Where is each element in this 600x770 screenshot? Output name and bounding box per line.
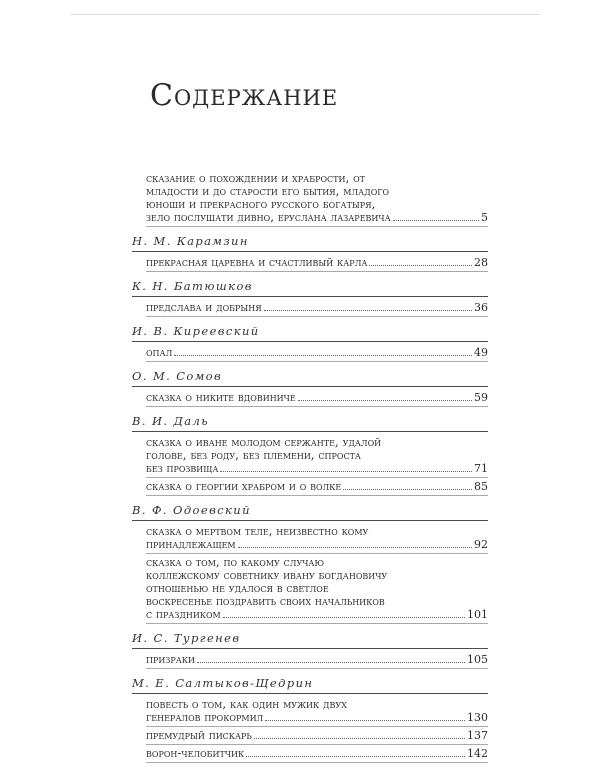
page-number: 130 — [467, 711, 488, 724]
entry-title-line: сказка о мертвом теле, неизвестно кому — [146, 524, 369, 538]
entry-leader-row — [146, 301, 488, 314]
dot-leader — [246, 756, 465, 757]
entry-leader-row — [146, 346, 488, 359]
author-name: И. В. Киреевский — [132, 324, 488, 342]
entry-title-line: сказка о том, по какому случаю — [146, 555, 325, 569]
entry-title-line: призраки — [146, 652, 195, 666]
page-number: 36 — [474, 301, 488, 314]
toc-entry[interactable] — [146, 256, 488, 272]
dot-leader — [238, 547, 472, 548]
author-name: В. Ф. Одоевский — [132, 503, 488, 521]
entry-divider — [146, 744, 488, 745]
page-title: Содержание — [150, 78, 339, 114]
dot-leader — [254, 738, 465, 739]
entry-title-line: опал — [146, 345, 173, 359]
entry-list — [132, 256, 488, 272]
entry-list — [132, 436, 488, 496]
entry-divider — [146, 623, 488, 624]
entry-title-line: младости и до старости его бытия, младого — [146, 184, 390, 198]
entry-divider — [146, 406, 488, 407]
toc-entry[interactable] — [146, 436, 488, 478]
page-number: 71 — [474, 462, 488, 475]
author-name: Н. М. Карамзин — [132, 234, 488, 252]
entry-title-line: с праздником — [146, 607, 221, 621]
entry-leader-row — [146, 711, 488, 724]
dot-leader — [369, 265, 472, 266]
toc-section — [132, 234, 488, 272]
toc-entry[interactable] — [146, 525, 488, 554]
entry-list — [132, 301, 488, 317]
toc-entry[interactable] — [146, 172, 488, 227]
entry-title-line: отношенью не удалося в светлое — [146, 581, 329, 595]
entry-title-line: коллежскому советнику ивану богдановичу — [146, 568, 388, 582]
toc-entry[interactable] — [146, 747, 488, 763]
entry-list — [132, 525, 488, 624]
author-name: К. Н. Батюшков — [132, 279, 488, 297]
entry-title-line: воскресенье поздравить своих начальников — [146, 594, 385, 608]
entry-divider — [146, 361, 488, 362]
dot-leader — [197, 662, 465, 663]
toc-entry[interactable] — [146, 391, 488, 407]
toc-entry[interactable] — [146, 346, 488, 362]
dot-leader — [264, 310, 472, 311]
table-of-contents — [132, 172, 488, 770]
top-rule — [70, 14, 540, 15]
entry-title-line: юноши и прекрасного русского богатыря, — [146, 197, 376, 211]
entry-title-line: повесть о том, как один мужик двух — [146, 697, 347, 711]
entry-divider — [146, 668, 488, 669]
entry-title-line: голове, без роду, без племени, спроста — [146, 448, 361, 462]
author-name: И. С. Тургенев — [132, 631, 488, 649]
dot-leader — [220, 471, 472, 472]
dot-leader — [223, 617, 465, 618]
toc-section — [132, 503, 488, 624]
toc-section — [132, 369, 488, 407]
entry-title-line: прекрасная царевна и счастливый карла — [146, 255, 368, 269]
entry-divider — [146, 553, 488, 554]
entry-leader-row — [146, 608, 488, 621]
toc-section — [132, 631, 488, 669]
entry-divider — [146, 477, 488, 478]
toc-entry[interactable] — [146, 480, 488, 496]
toc-entry[interactable] — [146, 556, 488, 624]
entry-title-line: без прозвища — [146, 461, 219, 475]
entry-divider — [146, 226, 488, 227]
entry-leader-row — [146, 211, 488, 224]
toc-section — [132, 414, 488, 496]
page-number: 49 — [474, 346, 488, 359]
author-name: М. Е. Салтыков-Щедрин — [132, 676, 488, 694]
entry-list — [132, 653, 488, 669]
entry-list — [132, 172, 488, 227]
entry-list — [132, 391, 488, 407]
page-number: 5 — [481, 211, 488, 224]
entry-title-line: сказка о иване молодом сержанте, удалой — [146, 435, 382, 449]
entry-divider — [146, 316, 488, 317]
entry-leader-row — [146, 391, 488, 404]
author-name: О. М. Сомов — [132, 369, 488, 387]
entry-leader-row — [146, 538, 488, 551]
entry-divider — [146, 726, 488, 727]
page-number: 92 — [474, 538, 488, 551]
dot-leader — [265, 720, 465, 721]
page-number: 28 — [474, 256, 488, 269]
toc-entry[interactable] — [146, 653, 488, 669]
author-name: В. И. Даль — [132, 414, 488, 432]
toc-entry[interactable] — [146, 729, 488, 745]
entry-title-line: сказка о георгии храбром и о волке — [146, 479, 342, 493]
page-number: 101 — [467, 608, 488, 621]
entry-title-line: генералов прокормил — [146, 710, 264, 724]
entry-list — [132, 346, 488, 362]
toc-section — [132, 172, 488, 227]
entry-divider — [146, 762, 488, 763]
entry-leader-row — [146, 480, 488, 493]
page-number: 137 — [467, 729, 488, 742]
entry-leader-row — [146, 462, 488, 475]
toc-section — [132, 279, 488, 317]
entry-list — [132, 698, 488, 763]
toc-section — [132, 324, 488, 362]
entry-title-line: ворон-челобитчик — [146, 746, 245, 760]
entry-title-line: сказание о похождении и храбрости, от — [146, 171, 365, 185]
dot-leader — [298, 400, 472, 401]
entry-title-line: предслава и добрыня — [146, 300, 262, 314]
dot-leader — [174, 355, 472, 356]
entry-title-line: премудрый пискарь — [146, 728, 252, 742]
toc-entry[interactable] — [146, 698, 488, 727]
entry-leader-row — [146, 653, 488, 666]
page-number: 105 — [467, 653, 488, 666]
dot-leader — [343, 489, 472, 490]
page-number: 85 — [474, 480, 488, 493]
entry-divider — [146, 495, 488, 496]
entry-title-line: сказка о никите вдовиниче — [146, 390, 296, 404]
entry-title-line: зело послушати дивно, еруслана лазаревича — [146, 210, 391, 224]
dot-leader — [393, 220, 479, 221]
toc-entry[interactable] — [146, 301, 488, 317]
entry-leader-row — [146, 729, 488, 742]
entry-title-line: принадлежащем — [146, 537, 236, 551]
entry-leader-row — [146, 256, 488, 269]
entry-divider — [146, 271, 488, 272]
page-number: 59 — [474, 391, 488, 404]
page-number: 142 — [467, 747, 488, 760]
entry-leader-row — [146, 747, 488, 760]
